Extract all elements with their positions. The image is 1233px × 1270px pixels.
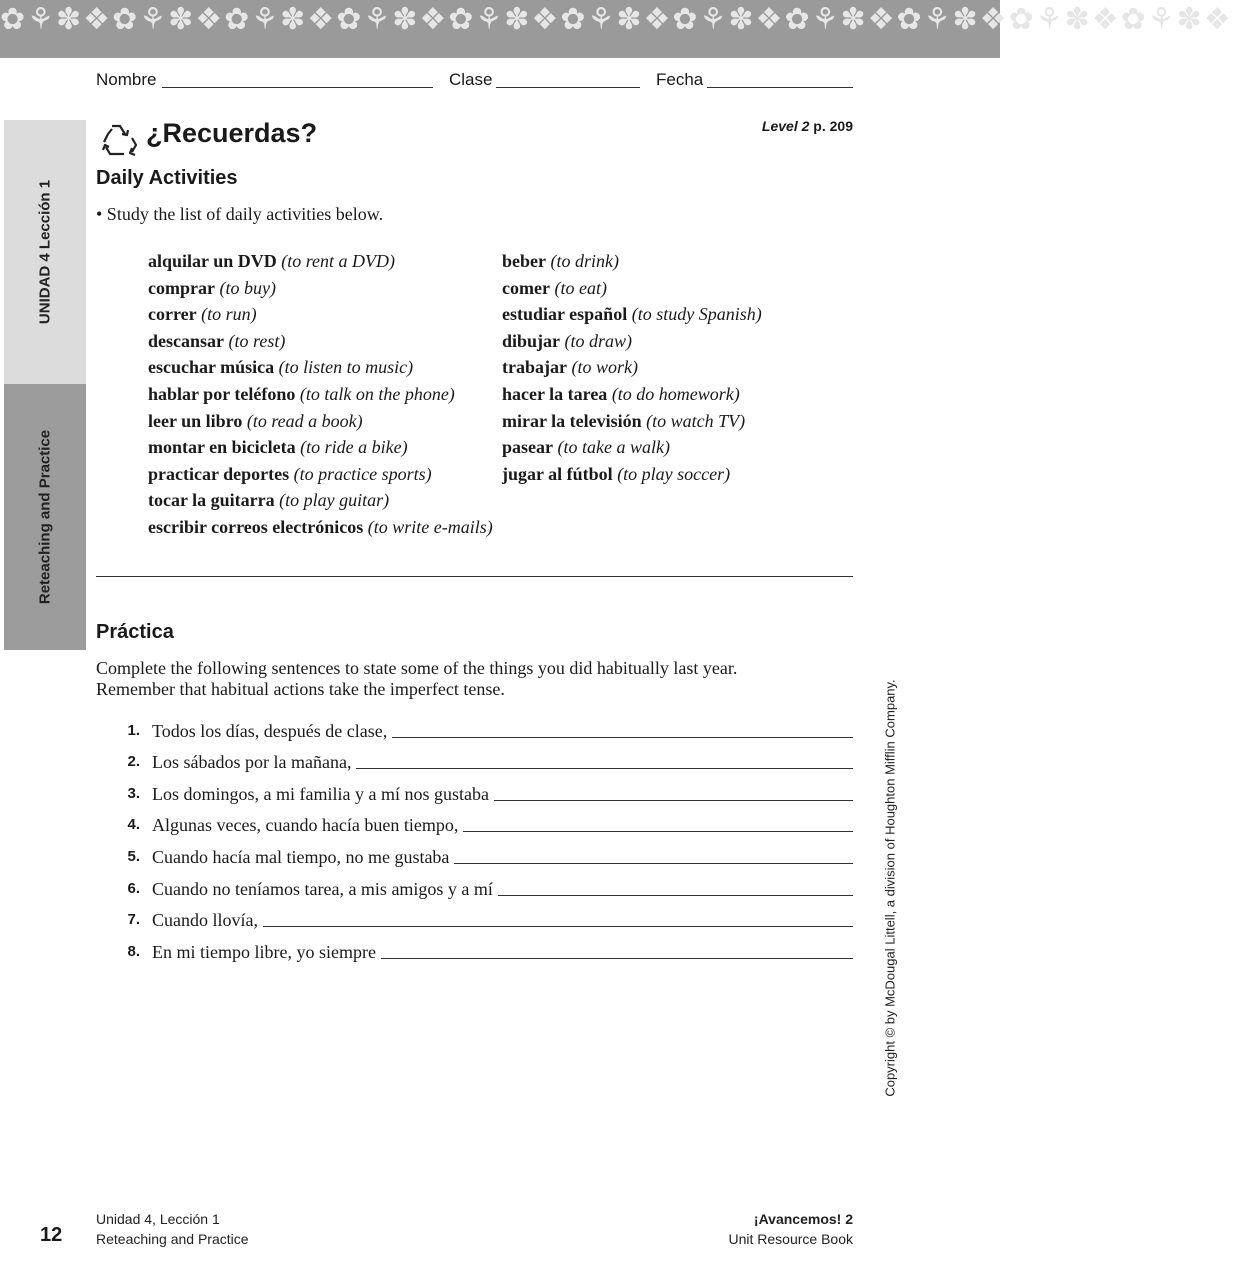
item-number: 7. bbox=[127, 911, 140, 929]
vocab-spanish: comprar bbox=[148, 277, 215, 298]
item-number: 2. bbox=[127, 753, 140, 771]
daily-activities-heading: Daily Activities bbox=[96, 167, 238, 189]
item-number: 5. bbox=[127, 847, 140, 865]
item-prompt: Los sábados por la mañana, bbox=[152, 752, 352, 773]
vocab-english: (to take a walk) bbox=[557, 437, 670, 458]
fecha-label: Fecha bbox=[656, 70, 704, 89]
banner-pattern: ✿⚘✽❖✿⚘✽❖✿⚘✽❖✿⚘✽❖✿⚘✽❖✿⚘✽❖✿⚘✽❖✿⚘✽❖✿⚘✽❖✿⚘✽❖✿⚘✽❖ bbox=[0, 2, 1233, 37]
answer-blank[interactable] bbox=[263, 910, 853, 927]
vocab-item bbox=[502, 354, 762, 381]
item-prompt: Cuando llovía, bbox=[152, 910, 258, 931]
item-number: 1. bbox=[127, 721, 140, 739]
vocab-english: (to talk on the phone) bbox=[299, 383, 455, 404]
vocab-spanish: leer un libro bbox=[148, 410, 243, 431]
footer-right bbox=[728, 1209, 853, 1249]
vocab-english: (to read a book) bbox=[246, 410, 363, 431]
side-tab-unit bbox=[4, 120, 86, 384]
vocab-spanish: beber bbox=[502, 251, 546, 271]
vocab-english: (to run) bbox=[201, 304, 257, 325]
answer-blank[interactable] bbox=[381, 942, 853, 959]
vocab-item bbox=[148, 248, 493, 275]
recycle-icon bbox=[98, 120, 142, 160]
vocab-spanish: alquilar un DVD bbox=[148, 251, 277, 271]
vocab-spanish: correr bbox=[148, 304, 197, 325]
vocab-english: (to listen to music) bbox=[278, 357, 414, 378]
vocab-spanish: mirar la televisión bbox=[502, 410, 642, 431]
vocab-english: (to play guitar) bbox=[279, 490, 390, 511]
practice-item bbox=[96, 868, 853, 900]
vocab-item bbox=[148, 328, 493, 355]
vocab-item bbox=[148, 381, 493, 408]
vocab-spanish: estudiar español bbox=[502, 304, 628, 325]
vocab-item bbox=[148, 301, 493, 328]
level-page: p. 209 bbox=[809, 118, 853, 134]
vocab-english: (to buy) bbox=[219, 277, 276, 298]
vocab-spanish: montar en bicicleta bbox=[148, 437, 296, 458]
side-tab-section bbox=[4, 384, 86, 650]
footer-section: Reteaching and Practice bbox=[96, 1231, 249, 1247]
fecha-field[interactable] bbox=[707, 87, 853, 88]
practice-item bbox=[96, 710, 853, 742]
vocab-item bbox=[502, 381, 762, 408]
practice-items bbox=[96, 710, 853, 963]
vocab-english: (to practice sports) bbox=[293, 463, 432, 484]
student-info-row bbox=[96, 70, 853, 92]
item-prompt: Cuando no teníamos tarea, a mis amigos y a mí bbox=[152, 878, 493, 899]
vocab-item bbox=[148, 275, 493, 302]
footer-unit: Unidad 4, Lección 1 bbox=[96, 1211, 220, 1227]
nombre-label: Nombre bbox=[96, 70, 157, 89]
vocab-spanish: hablar por teléfono bbox=[148, 383, 296, 404]
vocab-spanish: escuchar música bbox=[148, 357, 275, 378]
vocab-spanish: pasear bbox=[502, 437, 553, 458]
practice-item bbox=[96, 773, 853, 805]
practice-item bbox=[96, 836, 853, 868]
vocab-spanish: escribir correos electrónicos bbox=[148, 516, 364, 537]
vocab-spanish: comer bbox=[502, 277, 550, 298]
level-label: Level 2 bbox=[761, 118, 810, 134]
study-instruction: • Study the list of daily activities below. bbox=[96, 204, 384, 224]
item-prompt: En mi tiempo libre, yo siempre bbox=[152, 941, 376, 962]
answer-blank[interactable] bbox=[356, 752, 853, 769]
vocab-item bbox=[502, 434, 762, 461]
vocab-item bbox=[502, 248, 762, 275]
vocab-english: (to rent a DVD) bbox=[281, 251, 396, 271]
practice-item bbox=[96, 805, 853, 837]
answer-blank[interactable] bbox=[454, 847, 853, 864]
vocab-item bbox=[148, 434, 493, 461]
item-prompt: Algunas veces, cuando hacía buen tiempo, bbox=[152, 815, 459, 836]
page-number: 12 bbox=[40, 1224, 63, 1246]
vocab-item bbox=[502, 328, 762, 355]
vocab-item bbox=[502, 275, 762, 302]
vocab-english: (to do homework) bbox=[611, 383, 740, 404]
side-tab-unit-label: UNIDAD 4 Lección 1 bbox=[36, 179, 54, 325]
side-tab-section-label: Reteaching and Practice bbox=[36, 429, 54, 605]
vocab-item bbox=[502, 461, 762, 488]
vocab-spanish: practicar deportes bbox=[148, 463, 290, 484]
vocab-english: (to rest) bbox=[228, 330, 286, 351]
vocab-item bbox=[502, 301, 762, 328]
practice-item bbox=[96, 742, 853, 774]
clase-field[interactable] bbox=[496, 87, 640, 88]
vocab-item bbox=[148, 408, 493, 435]
footer-book-subtitle: Unit Resource Book bbox=[728, 1231, 853, 1247]
answer-blank[interactable] bbox=[494, 784, 853, 801]
vocab-item bbox=[148, 487, 493, 514]
vocab-spanish: trabajar bbox=[502, 357, 567, 378]
item-number: 8. bbox=[127, 942, 140, 960]
vocab-english: (to ride a bike) bbox=[300, 437, 408, 458]
page-title: ¿Recuerdas? bbox=[146, 118, 318, 148]
vocab-english: (to draw) bbox=[564, 330, 633, 351]
vocab-english: (to work) bbox=[571, 357, 638, 378]
practica-instructions: Complete the following sentences to state some of the things you did habitually last year. Remember that habitual actions take the imperfect tense. bbox=[96, 658, 738, 699]
vocab-spanish: hacer la tarea bbox=[502, 383, 608, 404]
section-divider bbox=[96, 576, 853, 577]
level-reference bbox=[762, 118, 853, 134]
vocab-english: (to drink) bbox=[550, 251, 619, 271]
vocab-list-left bbox=[148, 248, 493, 541]
practica-heading: Práctica bbox=[96, 621, 174, 643]
nombre-field[interactable] bbox=[162, 87, 433, 88]
item-number: 3. bbox=[127, 784, 140, 802]
answer-blank[interactable] bbox=[463, 815, 853, 832]
clase-label: Clase bbox=[449, 70, 493, 89]
answer-blank[interactable] bbox=[498, 879, 853, 896]
item-prompt: Cuando hacía mal tiempo, no me gustaba bbox=[152, 846, 450, 867]
item-prompt: Los domingos, a mi familia y a mí nos gustaba bbox=[152, 783, 489, 804]
vocab-english: (to write e-mails) bbox=[367, 516, 493, 537]
vocab-english: (to study Spanish) bbox=[631, 304, 762, 325]
footer-book-title: ¡Avancemos! 2 bbox=[753, 1211, 853, 1227]
vocab-english: (to watch TV) bbox=[646, 410, 746, 431]
vocab-list-right bbox=[502, 248, 762, 487]
vocab-spanish: dibujar bbox=[502, 330, 561, 351]
vocab-item bbox=[148, 461, 493, 488]
vocab-item bbox=[148, 514, 493, 541]
vocab-spanish: descansar bbox=[148, 330, 224, 351]
item-number: 4. bbox=[127, 816, 140, 834]
vocab-spanish: jugar al fútbol bbox=[502, 463, 613, 484]
footer-left bbox=[96, 1209, 249, 1249]
vocab-item bbox=[502, 408, 762, 435]
vocab-spanish: tocar la guitarra bbox=[148, 490, 275, 511]
item-prompt: Todos los días, después de clase, bbox=[152, 720, 388, 741]
decorative-banner bbox=[0, 0, 1233, 58]
practice-item bbox=[96, 900, 853, 932]
item-number: 6. bbox=[127, 879, 140, 897]
vocab-english: (to play soccer) bbox=[617, 463, 731, 484]
vocab-item bbox=[148, 354, 493, 381]
practice-item bbox=[96, 931, 853, 963]
copyright-notice: Copyright © by McDougal Littell, a division of Houghton Mifflin Company. bbox=[882, 679, 898, 1097]
answer-blank[interactable] bbox=[392, 721, 853, 738]
vocab-english: (to eat) bbox=[554, 277, 607, 298]
